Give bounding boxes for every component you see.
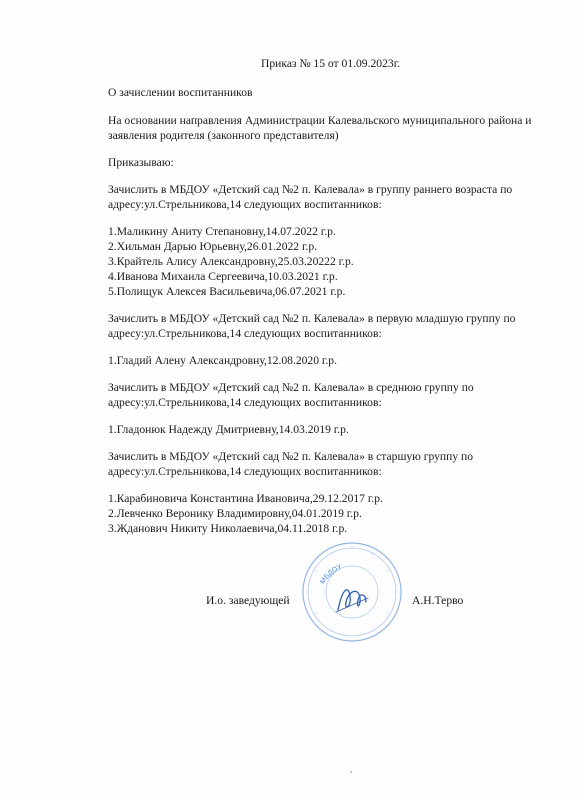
group-intro-line-1: Зачислить в МБДОУ «Детский сад №2 п. Калевала» в первую младшую группу по: [108, 312, 516, 325]
group-intro-line-2: адресу:ул.Стрельникова,14 следующих воспитанников:: [108, 396, 382, 409]
group-intro-line-2: адресу:ул.Стрельникова,14 следующих воспитанников:: [108, 465, 382, 478]
group-intro-line-2: адресу:ул.Стрельникова,14 следующих воспитанников:: [108, 198, 382, 211]
order-title: Приказ № 15 от 01.09.2023г.: [261, 57, 401, 70]
child-entry: 3.Крайтель Алису Александровну,25.03.20222 г.р.: [108, 255, 354, 268]
signatory-position: И.о. заведующей: [206, 594, 290, 607]
group-intro-line-2: адресу:ул.Стрельникова,14 следующих воспитанников:: [108, 327, 382, 340]
child-entry: 5.Полищук Алексея Васильевича,06.07.2021 г.р.: [108, 285, 346, 298]
child-entry: 2.Хильман Дарью Юрьевну,26.01.2022 г.р.: [108, 240, 318, 253]
order-word: Приказываю:: [108, 156, 174, 169]
basis-line-2: заявления родителя (законного представителя): [108, 129, 339, 142]
child-entry: 1.Гладий Алену Александровну,12.08.2020 г.р.: [108, 354, 337, 367]
child-entry: 1.Гладонюк Надежду Дмитриевну,14.03.2019 г.р.: [108, 423, 349, 436]
scan-speck: [350, 771, 352, 773]
handwritten-signature: [338, 590, 366, 610]
basis-line-1: На основании направления Администрации Калевальского муниципального района и: [108, 114, 532, 127]
stamp-text: МБДОУ: [319, 563, 344, 586]
child-entry: 1.Карабиновича Константина Ивановича,29.12.2017 г.р.: [108, 492, 383, 505]
child-entry: 3.Жданович Никиту Николаевича,04.11.2018 г.р.: [108, 522, 348, 535]
group-intro-line-1: Зачислить в МБДОУ «Детский сад №2 п. Калевала» в группу раннего возраста по: [108, 183, 513, 196]
child-entry: 2.Левченко Веронику Владимировну,04.01.2019 г.р.: [108, 507, 362, 520]
child-entry: 1.Маликину Аниту Степановну,14.07.2022 г.р.: [108, 225, 336, 238]
order-subject: О зачислении воспитанников: [108, 86, 253, 99]
child-entry: 4.Иванова Михаила Сергеевича,10.03.2021 г.р.: [108, 270, 338, 283]
svg-text:МБДОУ: [319, 563, 343, 585]
signatory-name: А.Н.Терво: [412, 594, 464, 607]
group-intro-line-1: Зачислить в МБДОУ «Детский сад №2 п. Калевала» в старшую группу по: [108, 450, 474, 463]
group-intro-line-1: Зачислить в МБДОУ «Детский сад №2 п. Калевала» в среднюю группу по: [108, 381, 474, 394]
official-stamp: [300, 540, 404, 644]
